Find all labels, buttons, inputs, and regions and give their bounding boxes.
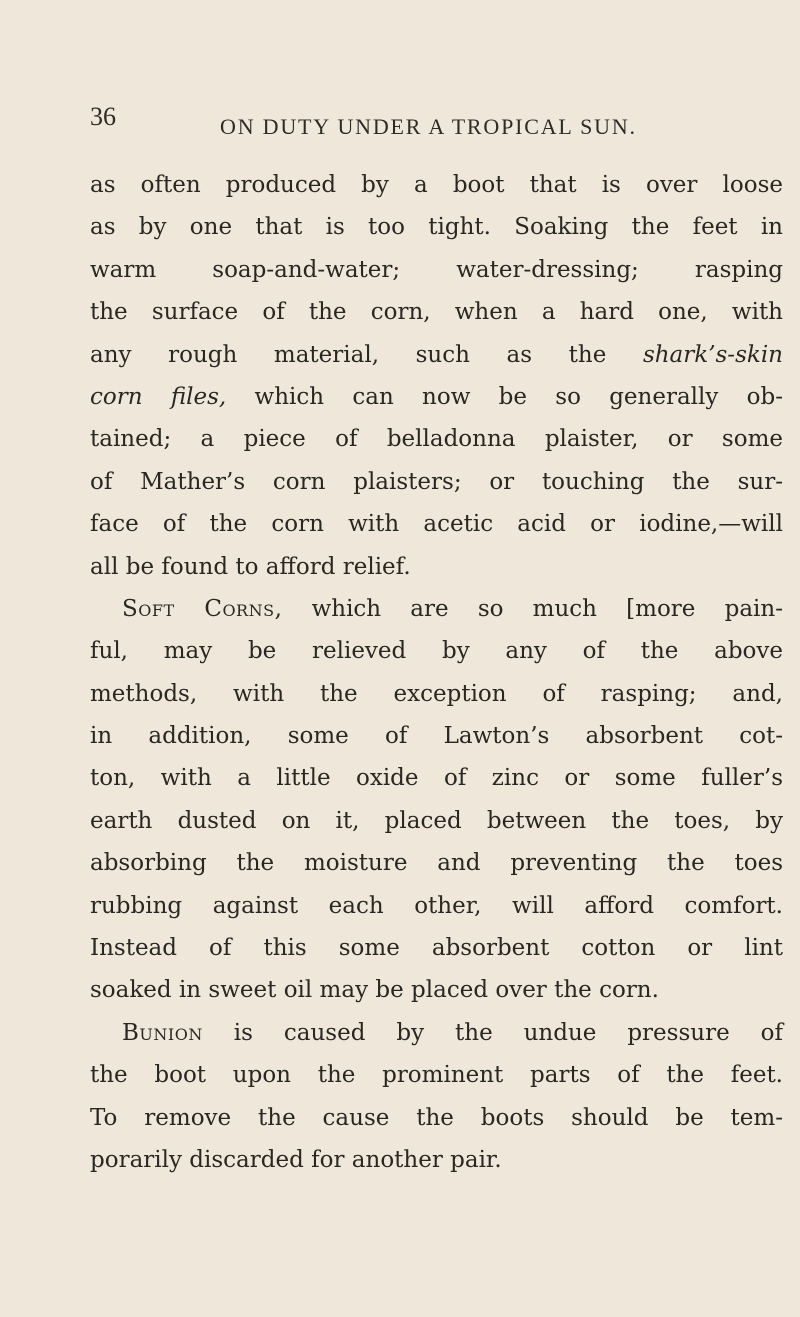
text-segment: which are so much [more pain- — [282, 595, 783, 622]
text-line: all be found to afford relief. — [90, 553, 411, 580]
text-segment: any rough material, such as the — [90, 341, 643, 368]
text-line: porarily discarded for another pair. — [90, 1146, 502, 1173]
text-line: ful, may be relieved by any of the above — [90, 638, 783, 665]
page-header — [0, 102, 800, 142]
text-line — [90, 376, 783, 418]
text-line: absorbing the moisture and preventing the toes — [90, 850, 783, 877]
page-number: 36 — [90, 102, 116, 131]
text-line: earth dusted on it, placed between the toes, by — [90, 807, 783, 834]
running-title: ON DUTY UNDER A TROPICAL SUN. — [220, 114, 637, 139]
text-line: face of the corn with acetic acid or iodine,—will — [90, 511, 783, 538]
section-lead: Bunion — [122, 1019, 203, 1046]
italic-term: shark’s-skin — [642, 341, 783, 368]
text-segment: which can now be so generally ob- — [226, 383, 783, 410]
text-line: methods, with the exception of rasping; and, — [90, 680, 783, 707]
text-line: as by one that is too tight. Soaking the feet in — [90, 214, 783, 241]
text-line: of Mather’s corn plaisters; or touching the sur- — [90, 468, 783, 495]
text-line: in addition, some of Lawton’s absorbent cot- — [90, 723, 783, 750]
text-line: rubbing against each other, will afford comfort. — [90, 892, 783, 919]
text-line — [90, 1012, 783, 1054]
text-line: soaked in sweet oil may be placed over the corn. — [90, 977, 659, 1004]
text-segment: is caused by the undue pressure of — [202, 1019, 783, 1046]
text-line: the surface of the corn, when a hard one, with — [90, 299, 783, 326]
text-line: tained; a piece of belladonna plaister, or some — [90, 426, 783, 453]
text-line: the boot upon the prominent parts of the feet. — [90, 1062, 783, 1089]
text-line: ton, with a little oxide of zinc or some fuller’s — [90, 765, 783, 792]
section-lead: Soft Corns, — [122, 595, 283, 622]
text-line — [90, 334, 783, 376]
text-line — [90, 588, 783, 630]
body-text — [90, 164, 783, 1181]
text-line: warm soap-and-water; water-dressing; rasping — [90, 256, 783, 283]
text-line: as often produced by a boot that is over loose — [90, 172, 783, 198]
text-line: Instead of this some absorbent cotton or lint — [90, 935, 783, 962]
text-line: To remove the cause the boots should be tem- — [90, 1104, 783, 1131]
italic-term: corn files, — [90, 383, 227, 410]
